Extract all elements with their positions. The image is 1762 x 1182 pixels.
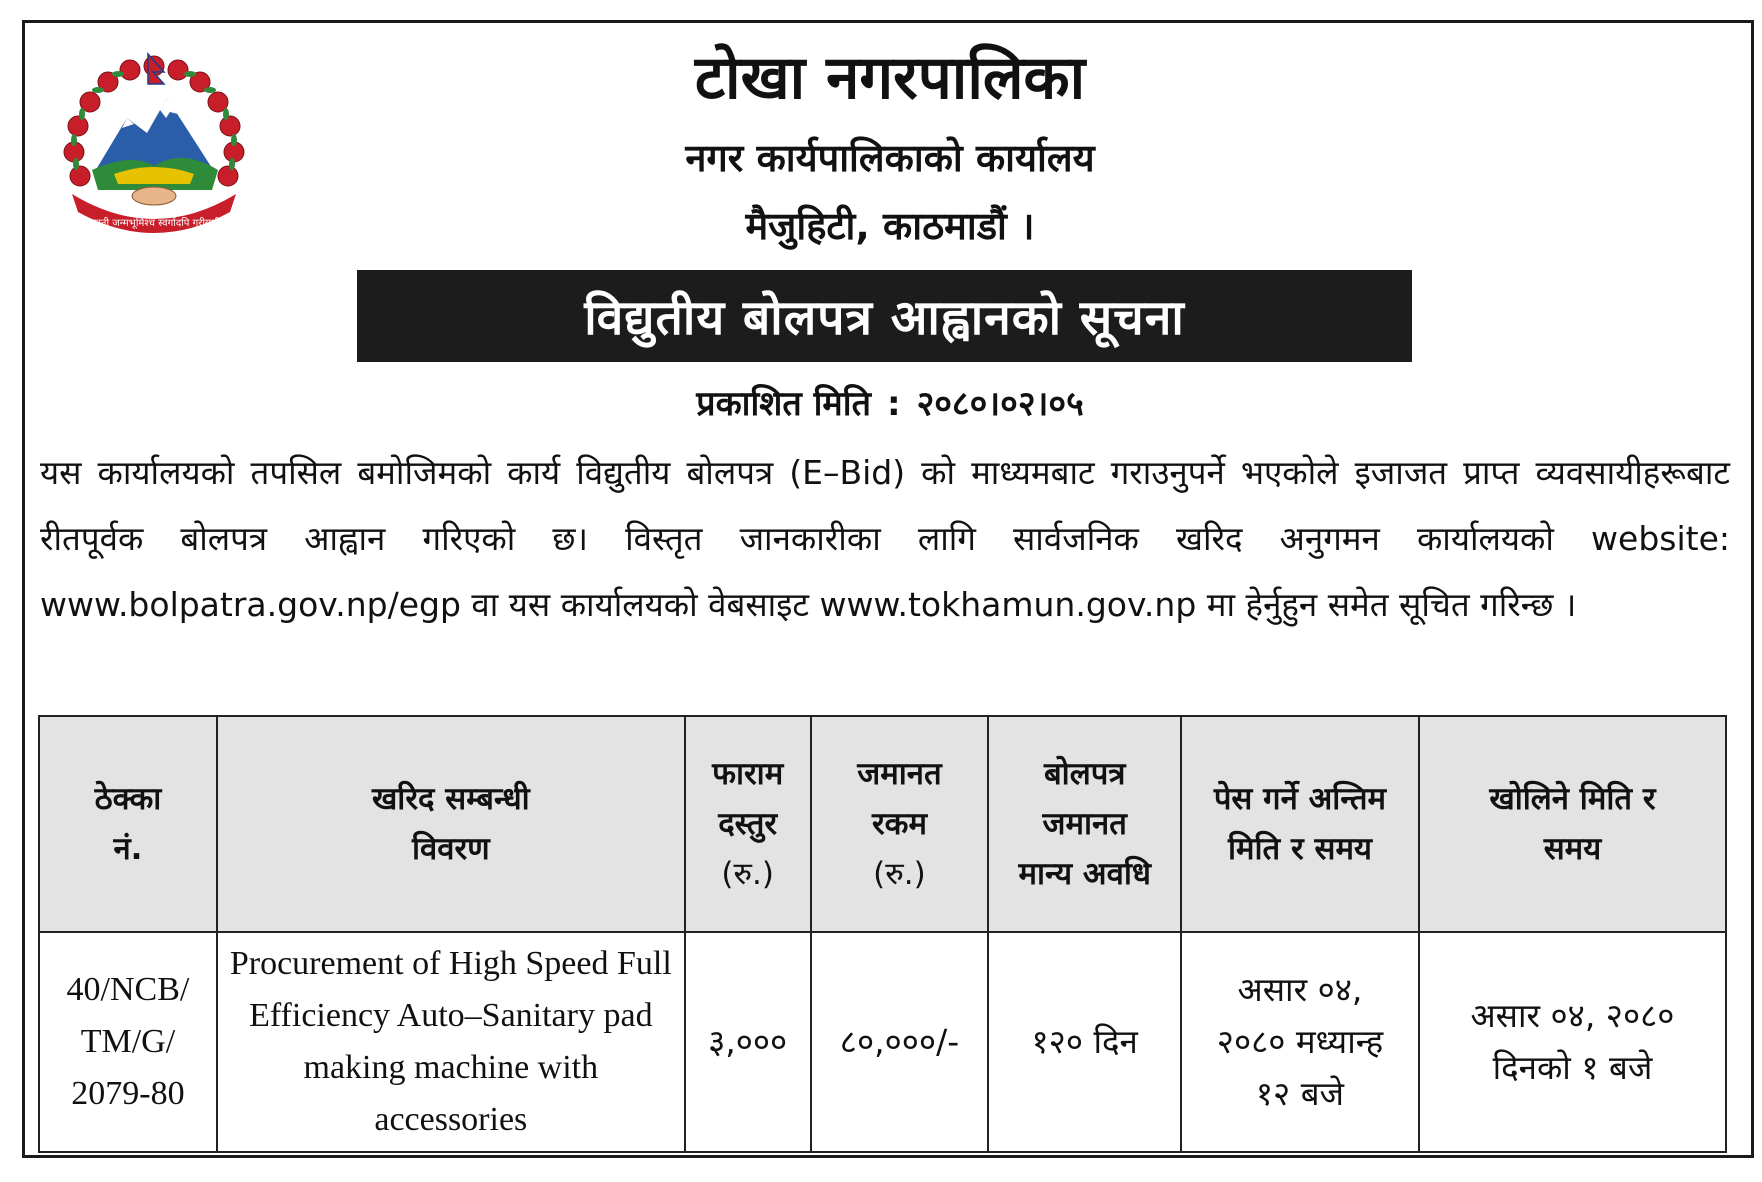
cell-line: १२ बजे xyxy=(1255,1074,1345,1113)
col-header-description xyxy=(217,716,685,932)
header-unit: (रु.) xyxy=(873,856,926,892)
table-header-row xyxy=(39,716,1726,932)
cell-security-amount: ८०,०००/- xyxy=(811,932,989,1152)
office-name: नगर कार्यपालिकाको कार्यालय xyxy=(685,136,1095,180)
nepal-emblem-icon xyxy=(52,48,257,238)
notice-heading: विद्युतीय बोलपत्र आह्वानको सूचना xyxy=(584,289,1185,346)
cell-line: २०८० मध्यान्ह xyxy=(1216,1022,1384,1061)
col-header-security-amount xyxy=(811,716,989,932)
cell-line: 2079-80 xyxy=(71,1075,185,1112)
published-date-label: प्रकाशित मिति xyxy=(696,384,871,424)
header-unit: (रु.) xyxy=(721,856,774,892)
cell-contract-no xyxy=(39,932,217,1152)
cell-description: Procurement of High Speed Full Efficiency Auto–Sanitary pad making machine with accessories xyxy=(217,932,685,1152)
col-header-opening xyxy=(1419,716,1726,932)
cell-validity: १२० दिन xyxy=(988,932,1181,1152)
header-line: खोलिने मिति र xyxy=(1489,781,1656,817)
cell-line: 40/NCB/ xyxy=(66,971,190,1008)
cell-line: TM/G/ xyxy=(80,1023,176,1060)
office-address: मैजुहिटी, काठमाडौं । xyxy=(745,204,1035,248)
header-line: ठेक्का xyxy=(94,781,162,817)
notice-body: यस कार्यालयको तपसिल बमोजिमको कार्य विद्युतीय बोलपत्र (E–Bid) को माध्यमबाट गराउनुपर्ने भएकोले इजाजत प्राप्त व्यवसायीहरूबाट रीतपूर्वक बोलपत्र आह्वान गरिएको छ। विस्तृत जानकारीका लागि सार्वजनिक खरिद अनुगमन कार्यालयको website: www.bolpatra.gov.np/egp वा यस कार्यालयको वेबसाइट www.tokhamun.gov.np मा हेर्नुहुन समेत सूचित गरिन्छ । xyxy=(40,453,1730,624)
bid-table xyxy=(38,715,1727,1153)
col-header-contract-no xyxy=(39,716,217,932)
col-header-validity xyxy=(988,716,1181,932)
header-line: जमानत xyxy=(1042,806,1127,842)
municipality-title: टोखा नगरपालिका xyxy=(694,43,1086,113)
cell-opening xyxy=(1419,932,1726,1152)
header-line: पेस गर्ने अन्तिम xyxy=(1213,781,1387,817)
header-line: बोलपत्र xyxy=(1043,756,1126,792)
col-header-form-fee xyxy=(685,716,811,932)
published-date-line xyxy=(300,378,1480,430)
published-date-separator: : xyxy=(886,384,901,424)
emblem-motto: जननी जन्मभूमिश्च स्वर्गादपि गरीयसी xyxy=(87,218,221,229)
header-line: जमानत xyxy=(857,756,942,792)
header-line: दस्तुर xyxy=(718,806,778,842)
header-line: विवरण xyxy=(412,831,490,867)
cell-line: असार ०४, xyxy=(1237,970,1363,1009)
table-row xyxy=(39,932,1726,1152)
header-line: मान्य अवधि xyxy=(1018,856,1151,892)
header-line: खरिद सम्बन्धी xyxy=(371,781,530,817)
header-line: रकम xyxy=(871,806,927,842)
cell-line: असार ०४, २०८० xyxy=(1470,996,1675,1035)
notice-heading-banner xyxy=(357,270,1412,362)
cell-form-fee: ३,००० xyxy=(685,932,811,1152)
cell-line: दिनको १ बजे xyxy=(1492,1048,1653,1087)
header-line: मिति र समय xyxy=(1227,831,1372,867)
header-line: नं. xyxy=(113,831,143,867)
header-line: समय xyxy=(1543,831,1602,867)
published-date-value: २०८०।०२।०५ xyxy=(916,384,1084,424)
header-line: फाराम xyxy=(712,756,784,792)
cell-submission xyxy=(1181,932,1419,1152)
col-header-submission xyxy=(1181,716,1419,932)
